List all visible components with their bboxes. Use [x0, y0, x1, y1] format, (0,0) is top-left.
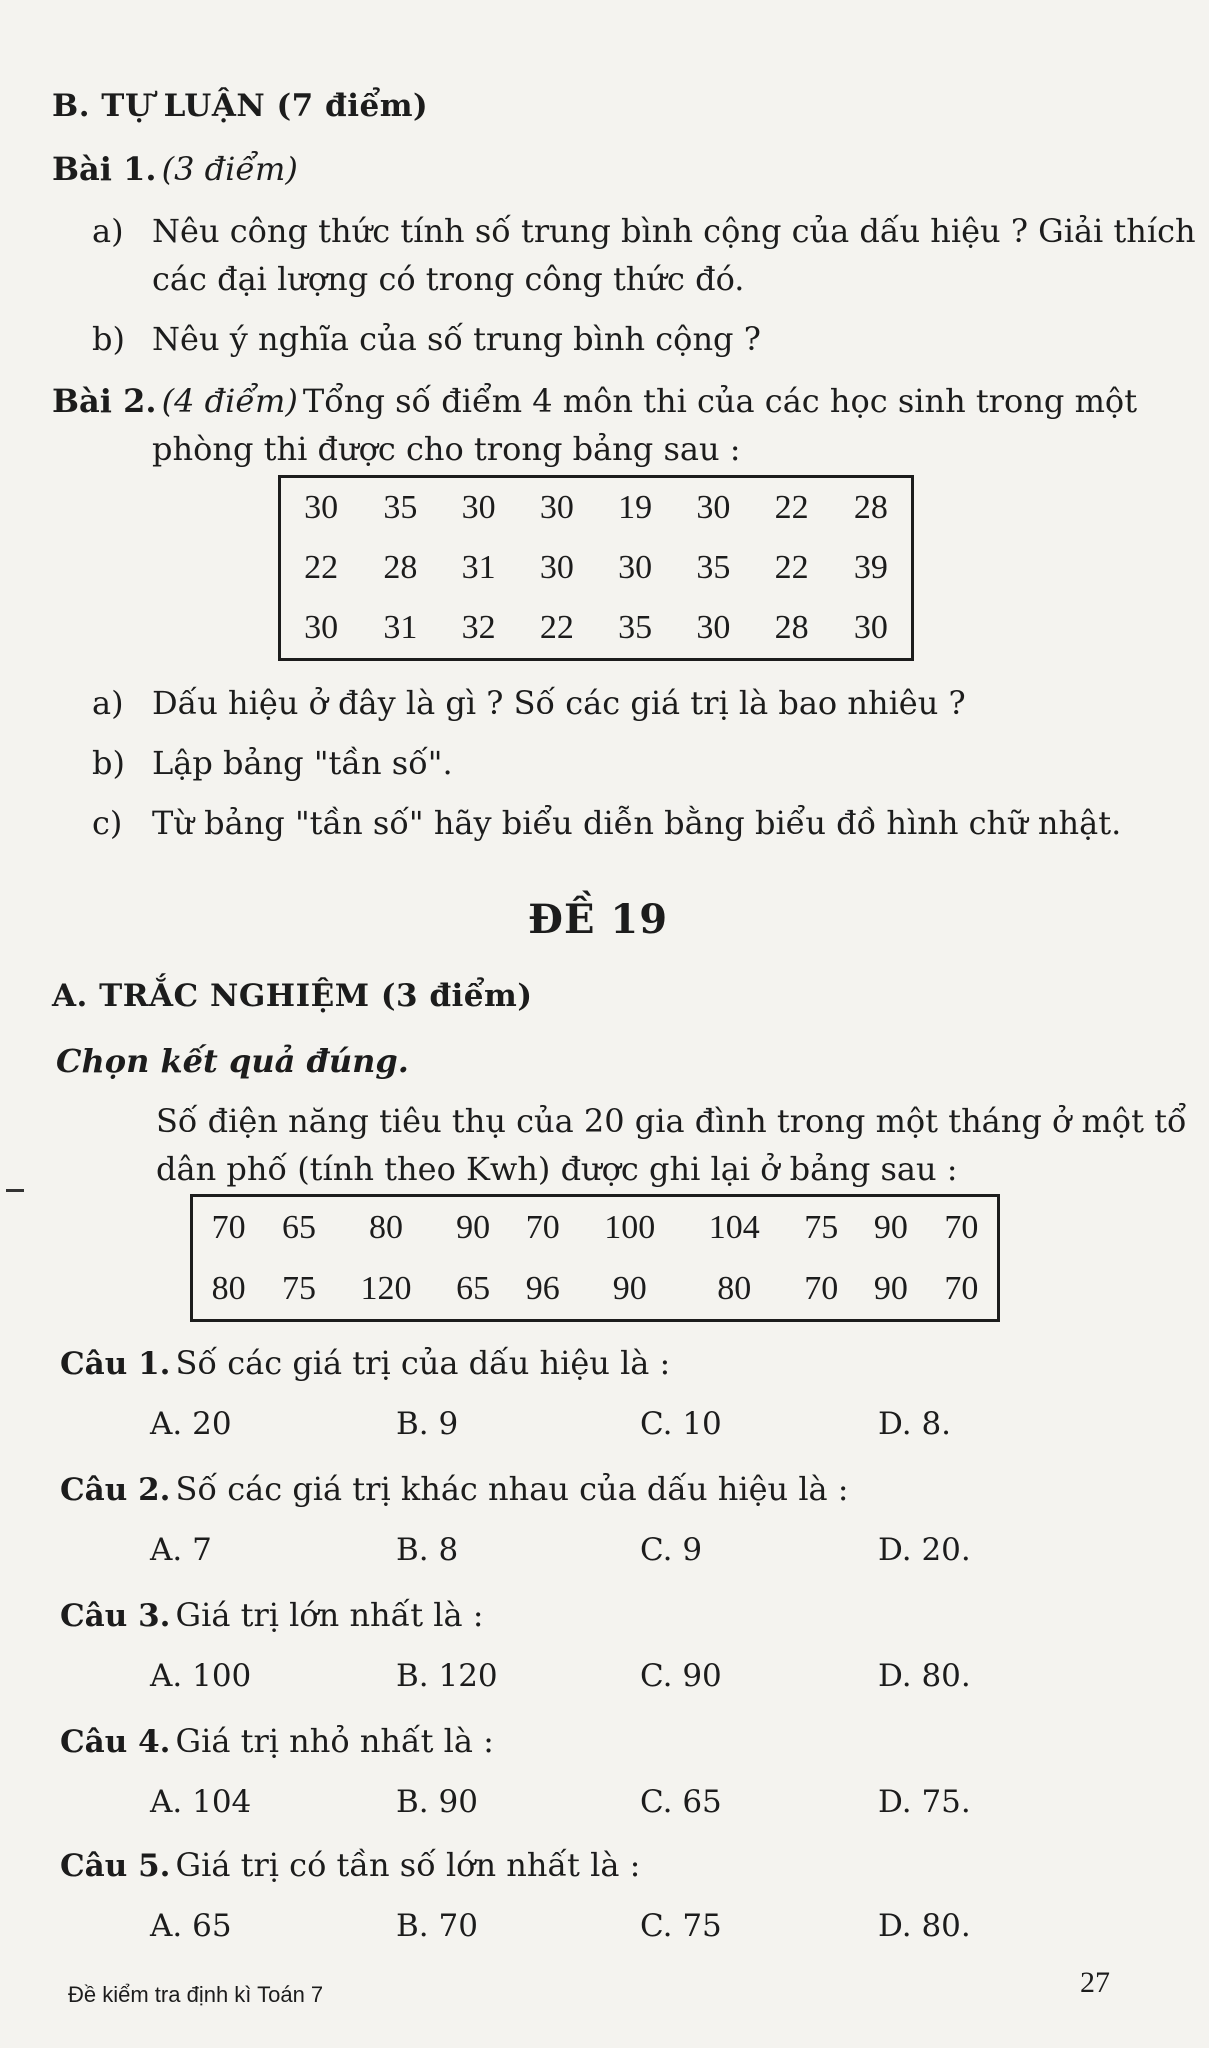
question-label: Câu 3. — [60, 1598, 171, 1634]
bai2-c-text: Từ bảng "tần số" hãy biểu diễn bằng biểu đồ hình chữ nhật. — [152, 804, 1122, 842]
answer-option[interactable]: B. 90 — [396, 1784, 478, 1820]
footer-book-title: Đề kiểm tra định kì Toán 7 — [68, 1982, 324, 2007]
bai1-a-line2: các đại lượng có trong công thức đó. — [152, 260, 745, 298]
answer-option[interactable]: D. 20. — [878, 1532, 971, 1568]
table-cell: 30 — [539, 489, 574, 527]
answer-option[interactable]: B. 120 — [396, 1658, 498, 1694]
bai2-points: (4 điểm) — [161, 382, 298, 420]
table-cell: 30 — [618, 548, 653, 586]
table-cell: 22 — [539, 608, 574, 646]
question-2 — [60, 1470, 849, 1508]
answer-option[interactable]: C. 9 — [640, 1532, 703, 1568]
question-label: Câu 2. — [60, 1472, 171, 1508]
bai2-line1: Tổng số điểm 4 môn thi của các học sinh trong một — [302, 382, 1138, 420]
table-cell: 22 — [774, 548, 809, 586]
table-cell: 30 — [853, 608, 888, 646]
table-cell: 35 — [618, 608, 653, 646]
page-number: 27 — [1080, 1966, 1110, 1999]
question-1 — [60, 1344, 670, 1382]
table-cell: 96 — [525, 1269, 560, 1307]
answer-option[interactable]: D. 8. — [878, 1406, 952, 1442]
table-cell: 90 — [612, 1269, 647, 1307]
table-cell: 30 — [304, 489, 339, 527]
table-cell: 35 — [383, 489, 418, 527]
exam-title: ĐỀ 19 — [528, 896, 669, 943]
table-cell: 90 — [873, 1269, 908, 1307]
table-cell: 31 — [383, 608, 418, 646]
question-text: Giá trị có tần số lớn nhất là : — [175, 1846, 641, 1884]
table-cell: 70 — [211, 1208, 246, 1246]
question-label: Câu 4. — [60, 1724, 171, 1760]
bai2-line2: phòng thi được cho trong bảng sau : — [152, 430, 741, 468]
section-b-heading: B. TỰ LUẬN (7 điểm) — [52, 88, 429, 124]
answer-option[interactable]: C. 10 — [640, 1406, 722, 1442]
bai2-b-label: b) — [92, 744, 125, 782]
table-cell: 120 — [360, 1269, 412, 1307]
bai2-c-label: c) — [92, 804, 123, 842]
table-cell: 104 — [708, 1208, 760, 1246]
answer-option[interactable]: C. 90 — [640, 1658, 722, 1694]
answer-option[interactable]: B. 8 — [396, 1532, 459, 1568]
table-cell: 80 — [369, 1208, 404, 1246]
table-cell: 32 — [461, 608, 496, 646]
table-row — [280, 598, 913, 660]
table-cell: 70 — [804, 1269, 839, 1307]
table-cell: 30 — [461, 489, 496, 527]
intro-line1: Số điện năng tiêu thụ của 20 gia đình trong một tháng ở một tổ — [156, 1102, 1187, 1140]
bai1-points: (3 điểm) — [161, 150, 298, 188]
bai1-label: Bài 1. — [52, 150, 157, 188]
answer-option[interactable]: D. 75. — [878, 1784, 971, 1820]
instruction: Chọn kết quả đúng. — [56, 1042, 409, 1080]
table-cell: 30 — [304, 608, 339, 646]
answer-option[interactable]: C. 65 — [640, 1784, 722, 1820]
table-cell: 90 — [456, 1208, 491, 1246]
table-cell: 28 — [853, 489, 888, 527]
table-cell: 80 — [211, 1269, 246, 1307]
section-a-heading: A. TRẮC NGHIỆM (3 điểm) — [52, 978, 533, 1014]
bai2-a-label: a) — [92, 684, 124, 722]
intro-line2: dân phố (tính theo Kwh) được ghi lại ở bảng sau : — [156, 1150, 958, 1188]
answer-option[interactable]: B. 70 — [396, 1908, 478, 1944]
table-cell: 30 — [696, 489, 731, 527]
question-label: Câu 5. — [60, 1848, 171, 1884]
bai2-data-table — [278, 475, 914, 661]
bai1-b-label: b) — [92, 320, 125, 358]
table-cell: 90 — [873, 1208, 908, 1246]
answer-option[interactable]: A. 100 — [150, 1658, 252, 1694]
table-cell: 65 — [282, 1208, 317, 1246]
answer-option[interactable]: D. 80. — [878, 1658, 971, 1694]
bai1-a-label: a) — [92, 212, 124, 250]
answer-option[interactable]: A. 7 — [150, 1532, 212, 1568]
de19-data-table — [190, 1194, 1000, 1322]
table-cell: 30 — [696, 608, 731, 646]
table-row — [280, 538, 913, 597]
table-cell: 19 — [618, 489, 653, 527]
bai2-b-text: Lập bảng "tần số". — [152, 744, 453, 782]
table-cell: 75 — [282, 1269, 317, 1307]
question-5 — [60, 1846, 640, 1884]
table-cell: 70 — [944, 1269, 979, 1307]
question-text: Số các giá trị của dấu hiệu là : — [175, 1344, 671, 1382]
table-cell: 30 — [539, 548, 574, 586]
question-text: Giá trị nhỏ nhất là : — [175, 1722, 494, 1760]
table-cell: 28 — [774, 608, 809, 646]
question-text: Số các giá trị khác nhau của dấu hiệu là : — [175, 1470, 849, 1508]
table-cell: 39 — [853, 548, 888, 586]
table-cell: 70 — [944, 1208, 979, 1246]
table-row — [192, 1258, 999, 1321]
answer-option[interactable]: D. 80. — [878, 1908, 971, 1944]
table-cell: 80 — [717, 1269, 752, 1307]
table-row — [280, 477, 913, 539]
table-cell: 65 — [456, 1269, 491, 1307]
table-cell: 22 — [304, 548, 339, 586]
table-cell: 75 — [804, 1208, 839, 1246]
table-cell: 31 — [461, 548, 496, 586]
margin-mark — [6, 1189, 24, 1192]
bai1-heading — [52, 150, 298, 188]
bai1-b-text: Nêu ý nghĩa của số trung bình cộng ? — [152, 320, 761, 358]
question-text: Giá trị lớn nhất là : — [175, 1596, 484, 1634]
bai2-label: Bài 2. — [52, 382, 157, 420]
question-4 — [60, 1722, 494, 1760]
table-cell: 22 — [774, 489, 809, 527]
answer-option[interactable]: C. 75 — [640, 1908, 722, 1944]
bai2-a-text: Dấu hiệu ở đây là gì ? Số các giá trị là bao nhiêu ? — [152, 684, 966, 722]
table-row — [192, 1196, 999, 1259]
table-cell: 100 — [604, 1208, 656, 1246]
table-cell: 35 — [696, 548, 731, 586]
answer-option[interactable]: A. 104 — [150, 1784, 252, 1820]
bai1-a-line1: Nêu công thức tính số trung bình cộng của dấu hiệu ? Giải thích — [152, 212, 1196, 250]
question-3 — [60, 1596, 484, 1634]
question-label: Câu 1. — [60, 1346, 171, 1382]
table-cell: 70 — [525, 1208, 560, 1246]
bai2-heading — [52, 382, 1137, 420]
answer-option[interactable]: A. 65 — [150, 1908, 232, 1944]
answer-option[interactable]: B. 9 — [396, 1406, 459, 1442]
answer-option[interactable]: A. 20 — [150, 1406, 232, 1442]
table-cell: 28 — [383, 548, 418, 586]
